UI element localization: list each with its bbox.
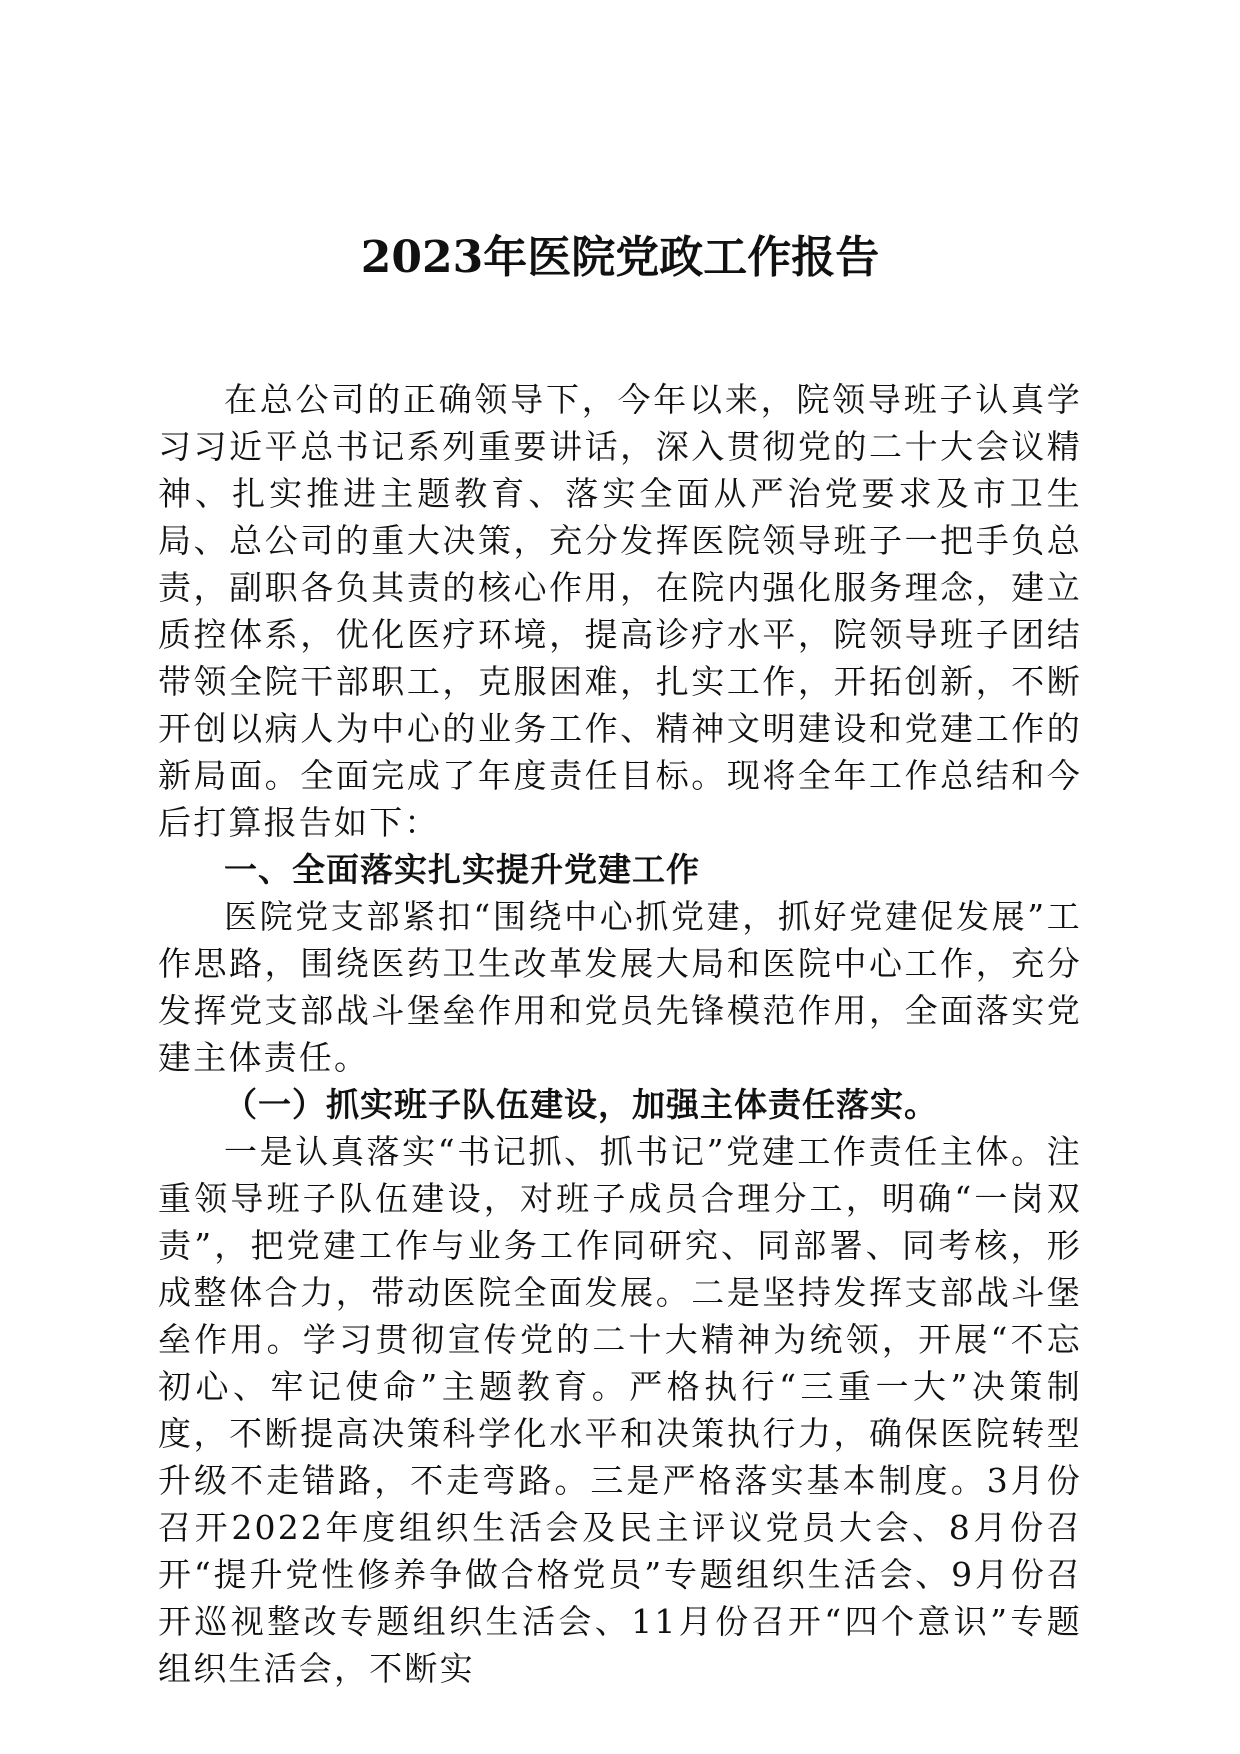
section-heading-1: 一、全面落实扎实提升党建工作 [224,850,700,889]
section-1-paragraph: 医院党支部紧扣“围绕中心抓党建，抓好党建促发展”工作思路，围绕医药卫生改革发展大局和医院中心工作，充分发挥党支部战斗堡垒作用和党员先锋模范作用，全面落实党建主体责任。 [158,897,1082,1077]
subsection-heading-1: （一）抓实班子队伍建设，加强主体责任落实。 [224,1085,938,1124]
document-body [158,376,1082,1692]
subsection-1-paragraph: 一是认真落实“书记抓、抓书记”党建工作责任主体。注重领导班子队伍建设，对班子成员合理分工，明确“一岗双责”，把党建工作与业务工作同研究、同部署、同考核，形成整体合力，带动医院全面发展。二是坚持发挥支部战斗堡垒作用。学习贯彻宣传党的二十大精神为统领，开展“不忘初心、牢记使命”主题教育。严格执行“三重一大”决策制度，不断提高决策科学化水平和决策执行力，确保医院转型升级不走错路，不走弯路。三是严格落实基本制度。3月份召开2022年度组织生活会及民主评议党员大会、8月份召开“提升党性修养争做合格党员”专题组织生活会、9月份召开巡视整改专题组织生活会、11月份召开“四个意识”专题组织生活会，不断实 [158,1132,1082,1688]
document-title: 2023年医院党政工作报告 [360,232,880,283]
intro-paragraph: 在总公司的正确领导下，今年以来，院领导班子认真学习习近平总书记系列重要讲话，深入贯彻党的二十大会议精神、扎实推进主题教育、落实全面从严治党要求及市卫生局、总公司的重大决策，充分发挥医院领导班子一把手负总责，副职各负其责的核心作用，在院内强化服务理念，建立质控体系，优化医疗环境，提高诊疗水平，院领导班子团结带领全院干部职工，克服困难，扎实工作，开拓创新，不断开创以病人为中心的业务工作、精神文明建设和党建工作的新局面。全面完成了年度责任目标。现将全年工作总结和今后打算报告如下： [158,380,1082,842]
